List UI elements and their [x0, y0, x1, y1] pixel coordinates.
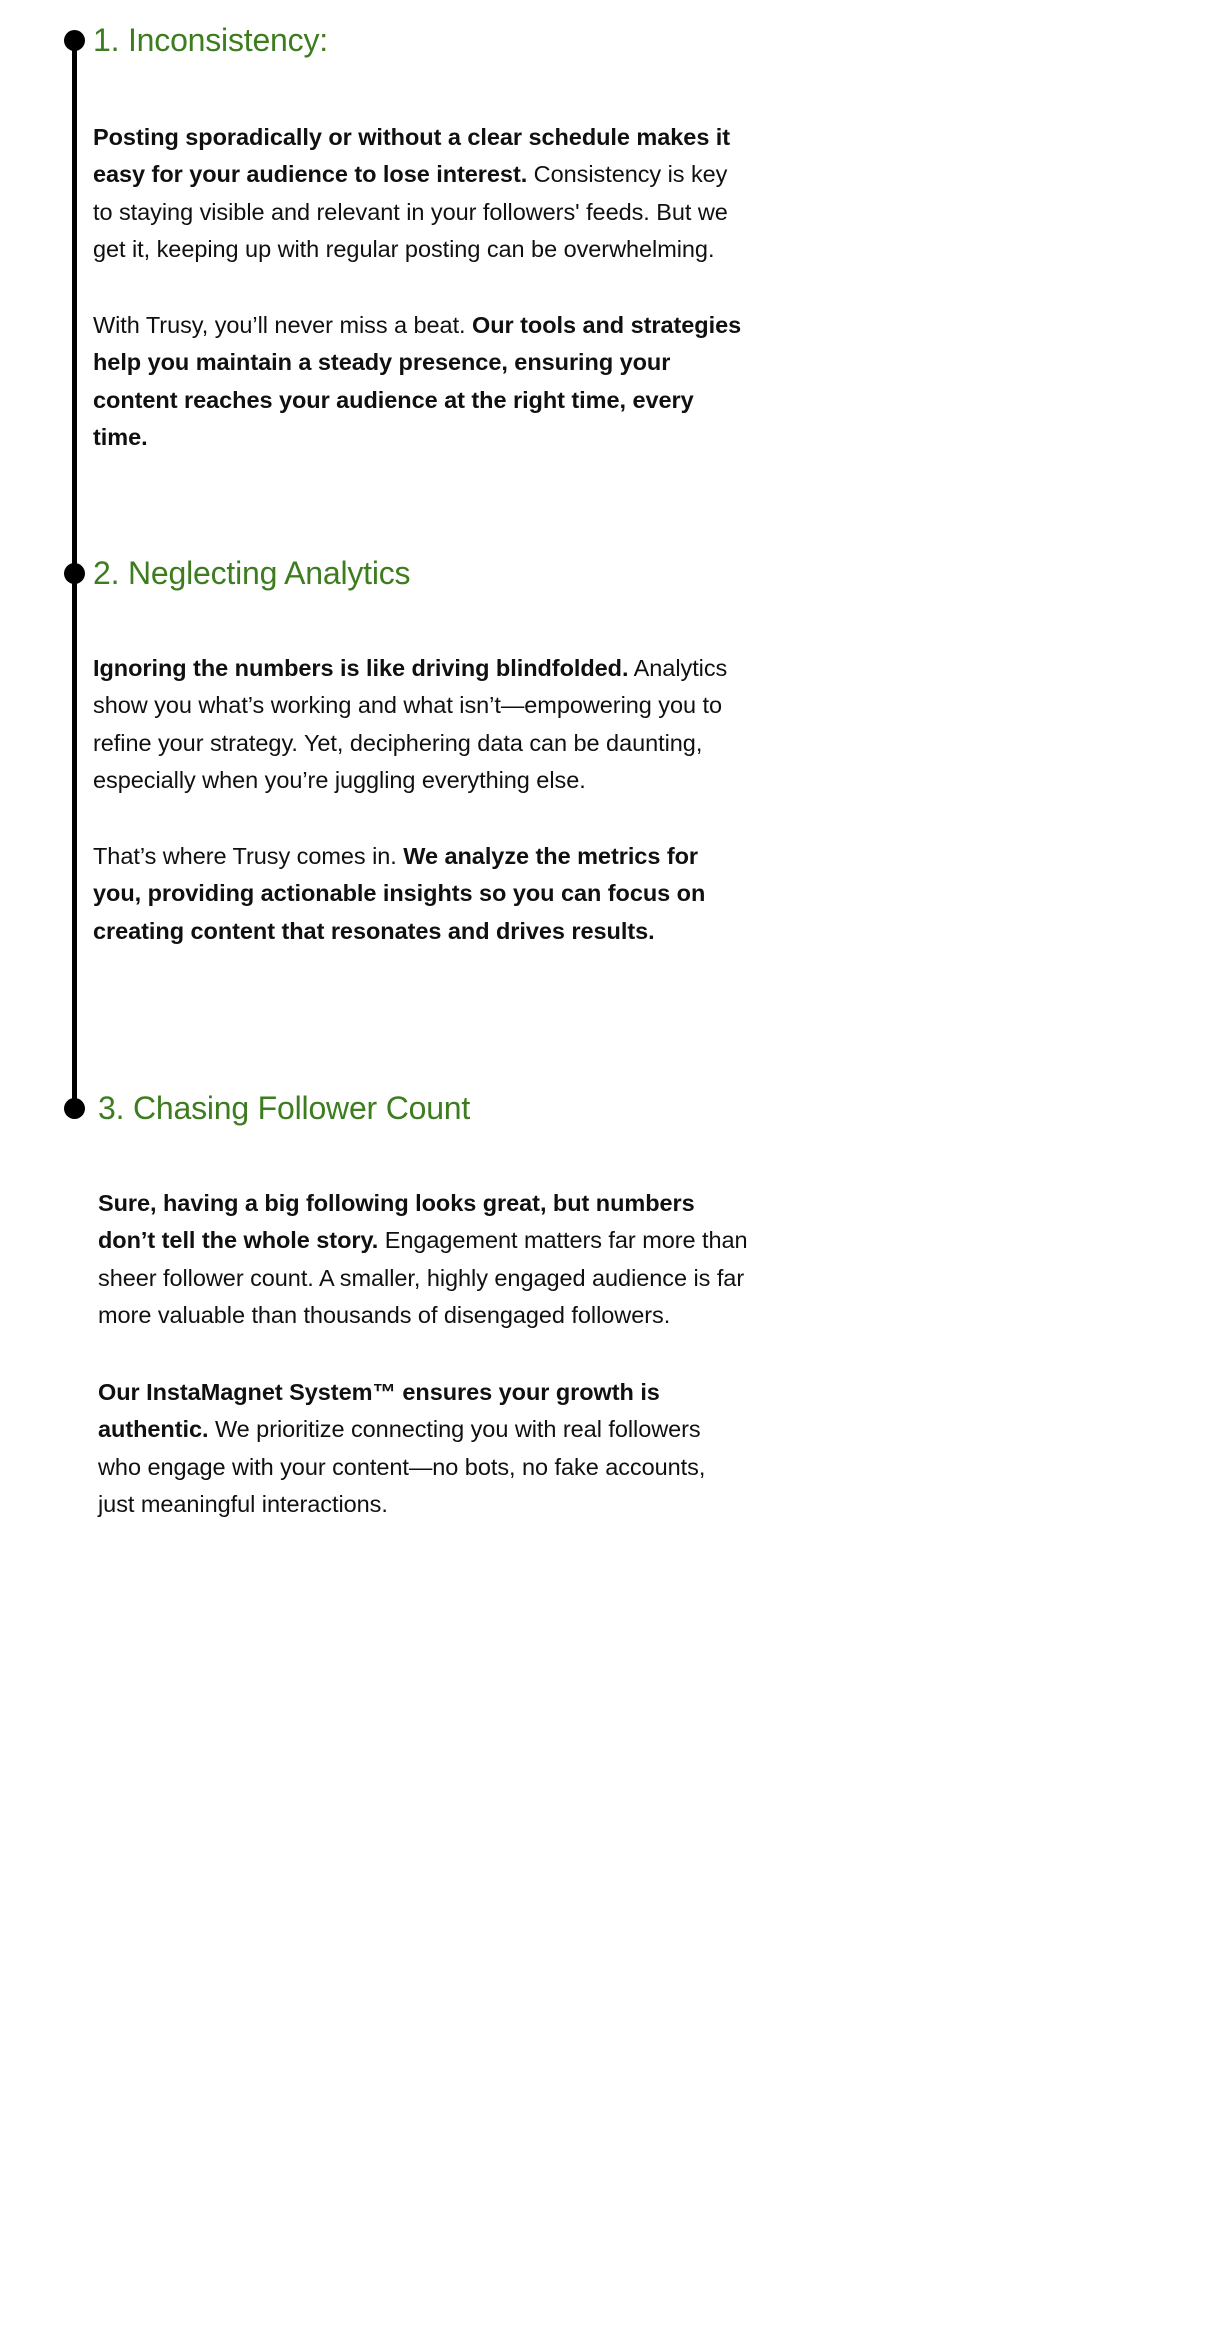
- section-2-paragraph-1: [93, 650, 743, 800]
- section-neglecting-analytics: [93, 555, 743, 950]
- section-3-p2-bold-lead: Our InstaMagnet System™ ensures your growth is authentic.: [98, 1378, 660, 1443]
- section-2-p1-rest: Analytics show you what’s working and what isn’t—empowering you to refine your strategy. Yet, deciphering data can be daunting, especially when you’re juggling everything else.: [93, 654, 728, 794]
- section-2-p2-bold-tail: We analyze the metrics for you, providing actionable insights so you can focus on creating content that resonates and drives results.: [93, 842, 706, 944]
- timeline-dot-icon-3: [64, 1098, 85, 1119]
- section-1-p2-regular-lead: With Trusy, you’ll never miss a beat.: [93, 311, 473, 338]
- section-chasing-follower-count: [98, 1090, 748, 1524]
- section-1-paragraph-2: [93, 307, 743, 457]
- section-3-p1-bold-lead: Sure, having a big following looks great, but numbers don’t tell the whole story.: [98, 1189, 695, 1254]
- section-3-paragraph-1: [98, 1185, 748, 1335]
- section-1-p1-rest: Consistency is key to staying visible and relevant in your followers' feeds. But we get it, keeping up with regular posting can be overwhelming.: [93, 161, 728, 263]
- section-1-p2-bold-tail: Our tools and strategies help you maintain a steady presence, ensuring your content reaches your audience at the right time, every time.: [93, 311, 742, 451]
- section-2-heading: 2. Neglecting Analytics: [93, 555, 411, 591]
- section-3-heading: 3. Chasing Follower Count: [98, 1090, 471, 1126]
- section-1-p1-bold-lead: Posting sporadically or without a clear schedule makes it easy for your audience to lose interest.: [93, 123, 731, 188]
- section-2-p2-regular-lead: That’s where Trusy comes in.: [93, 842, 404, 869]
- section-3-p1-rest: Engagement matters far more than sheer follower count. A smaller, highly engaged audience is far more valuable than thousands of disengaged followers.: [98, 1227, 748, 1329]
- section-3-paragraph-2: [98, 1374, 748, 1524]
- timeline-dot-icon-2: [64, 563, 85, 584]
- section-2-paragraph-2: [93, 838, 743, 951]
- section-3-p2-rest: We prioritize connecting you with real followers who engage with your content—no bots, no fake accounts, just meaningful interactions.: [98, 1416, 706, 1518]
- section-inconsistency: [93, 22, 743, 457]
- timeline-dot-icon-1: [64, 30, 85, 51]
- section-2-p1-bold-lead: Ignoring the numbers is like driving blindfolded.: [93, 654, 629, 681]
- section-1-paragraph-1: [93, 119, 743, 269]
- section-1-heading: 1. Inconsistency:: [93, 22, 328, 58]
